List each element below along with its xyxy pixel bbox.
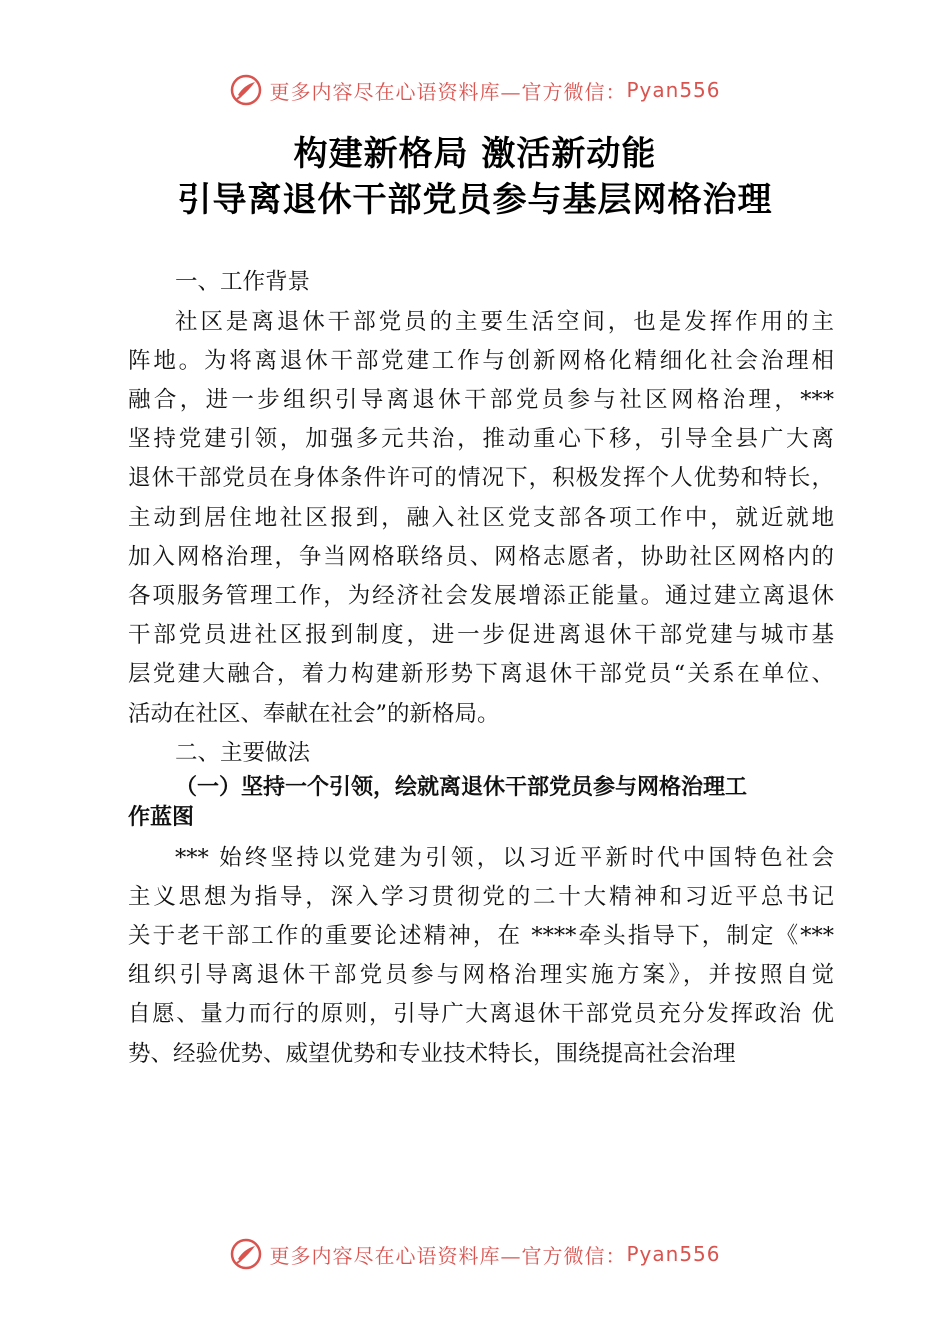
paragraph-line: 干部党员进社区报到制度，进一步促进离退休干部党建与城市基: [128, 622, 834, 648]
paragraph-line: 退休干部党员在身体条件许可的情况下，积极发挥个人优势和特长，: [128, 465, 834, 491]
paragraph-line: 组织引导离退休干部党员参与网格治理实施方案》，并按照自觉: [128, 962, 834, 988]
paragraph-line: 融合，进一步组织引导离退休干部党员参与社区网格治理，***: [128, 387, 834, 413]
banner-text: 更多内容尽在心语资料库—官方微信：: [269, 79, 627, 104]
paragraph-line: *** 始终坚持以党建为引领，以习近平新时代中国特色社会: [175, 845, 834, 871]
header-banner: [0, 70, 950, 110]
subheading-line: 作蓝图: [128, 805, 195, 830]
paragraph-line: 活动在社区、奉献在社会”的新格局。: [128, 701, 500, 727]
document-title-line2: 引导离退休干部党员参与基层网格治理: [177, 180, 773, 220]
paragraph-line: 坚持党建引领，加强多元共治，推动重心下移，引导全县广大离: [128, 426, 834, 452]
paragraph-line: 主动到居住地社区报到，融入社区党支部各项工作中，就近就地: [128, 505, 834, 531]
banner-wechat-id: Pyan556: [626, 78, 721, 102]
paragraph-line: 自愿、量力而行的原则，引导广大离退休干部党员充分发挥政治 优: [128, 1001, 834, 1027]
section-heading-background: 一、工作背景: [175, 269, 311, 295]
document-title-line1: 构建新格局 激活新动能: [293, 134, 657, 174]
paragraph-line: 社区是离退休干部党员的主要生活空间，也是发挥作用的主: [175, 309, 834, 335]
paragraph-line: 势、经验优势、威望优势和专业技术特长，围绕提高社会治理: [128, 1041, 736, 1067]
brush-logo-icon: [229, 73, 263, 107]
paragraph-line: 关于老干部工作的重要论述精神，在 ****牵头指导下，制定《***: [128, 923, 834, 949]
footer-banner: [0, 1234, 950, 1274]
banner-wechat-id: Pyan556: [626, 1242, 721, 1266]
paragraph-line: 主义思想为指导，深入学习贯彻党的二十大精神和习近平总书记: [128, 884, 834, 910]
brush-logo-icon: [229, 1237, 263, 1271]
section-heading-methods: 二、主要做法: [175, 740, 311, 766]
paragraph-line: 加入网格治理，争当网格联络员、网格志愿者，协助社区网格内的: [128, 544, 834, 570]
paragraph-line: 层党建大融合，着力构建新形势下离退休干部党员“关系在单位、: [128, 661, 834, 687]
paragraph-line: 阵地。为将离退休干部党建工作与创新网格化精细化社会治理相: [128, 348, 834, 374]
subheading-line: （一）坚持一个引领，绘就离退休干部党员参与网格治理工: [175, 775, 748, 800]
paragraph-line: 各项服务管理工作，为经济社会发展增添正能量。通过建立离退休: [128, 583, 834, 609]
banner-text: 更多内容尽在心语资料库—官方微信：: [269, 1243, 627, 1268]
